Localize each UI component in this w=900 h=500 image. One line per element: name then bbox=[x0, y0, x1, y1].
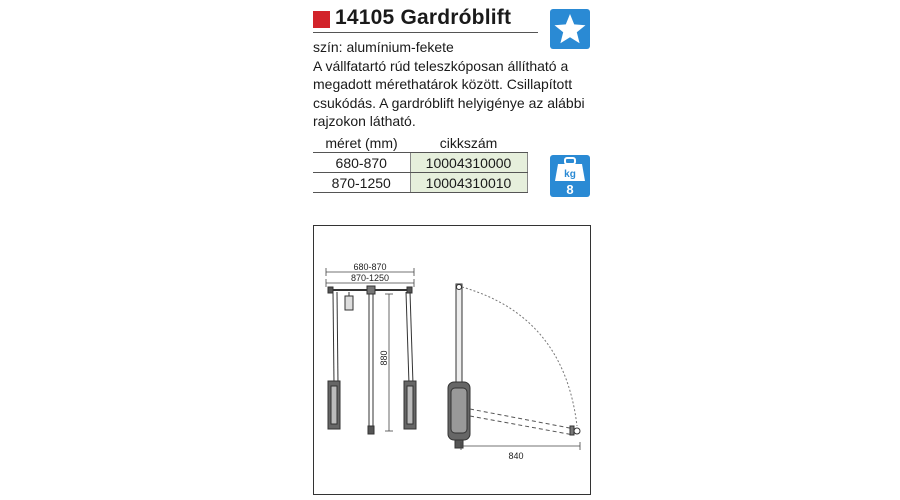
brand-square bbox=[313, 11, 330, 28]
code-cell: 10004310010 bbox=[410, 173, 527, 193]
table-row bbox=[313, 153, 527, 173]
table-row bbox=[313, 173, 527, 193]
size-cell: 870-1250 bbox=[313, 173, 410, 193]
depth-label: 840 bbox=[508, 451, 524, 461]
code-cell: 10004310000 bbox=[410, 153, 527, 173]
load-capacity-badge bbox=[550, 155, 590, 197]
load-value: 8 bbox=[566, 182, 574, 197]
product-name: Gardróblift bbox=[400, 6, 512, 29]
product-description bbox=[313, 38, 585, 131]
description-line: A vállfatartó rúd teleszkóposan állítható a bbox=[313, 57, 569, 74]
lift-side-view bbox=[448, 284, 580, 448]
product-code: 14105 bbox=[335, 6, 395, 29]
lift-front-view bbox=[328, 286, 416, 434]
width-range-2-label: 870-1250 bbox=[350, 273, 390, 283]
product-title bbox=[335, 6, 511, 30]
description-line: rajzokon látható. bbox=[313, 113, 416, 130]
table-header-row bbox=[313, 133, 527, 153]
weight-icon bbox=[550, 155, 590, 197]
column-header-code: cikkszám bbox=[410, 133, 527, 153]
description-line: csukódás. A gardróblift helyigénye az alábbi bbox=[313, 94, 585, 111]
size-cell: 680-870 bbox=[313, 153, 410, 173]
kg-label: kg bbox=[564, 169, 576, 180]
width-range-1-label: 680-870 bbox=[353, 262, 387, 272]
description-line: megadott mérethatárok között. Csillapított bbox=[313, 76, 573, 93]
color-line: szín: alumínium-fekete bbox=[313, 39, 454, 55]
technical-drawing bbox=[313, 225, 591, 495]
size-table bbox=[313, 133, 528, 193]
column-header-size: méret (mm) bbox=[313, 133, 410, 153]
height-label: 880 bbox=[379, 350, 389, 366]
drawing-canvas bbox=[314, 226, 590, 494]
title-divider bbox=[313, 32, 538, 33]
depth-dimension bbox=[461, 442, 580, 450]
